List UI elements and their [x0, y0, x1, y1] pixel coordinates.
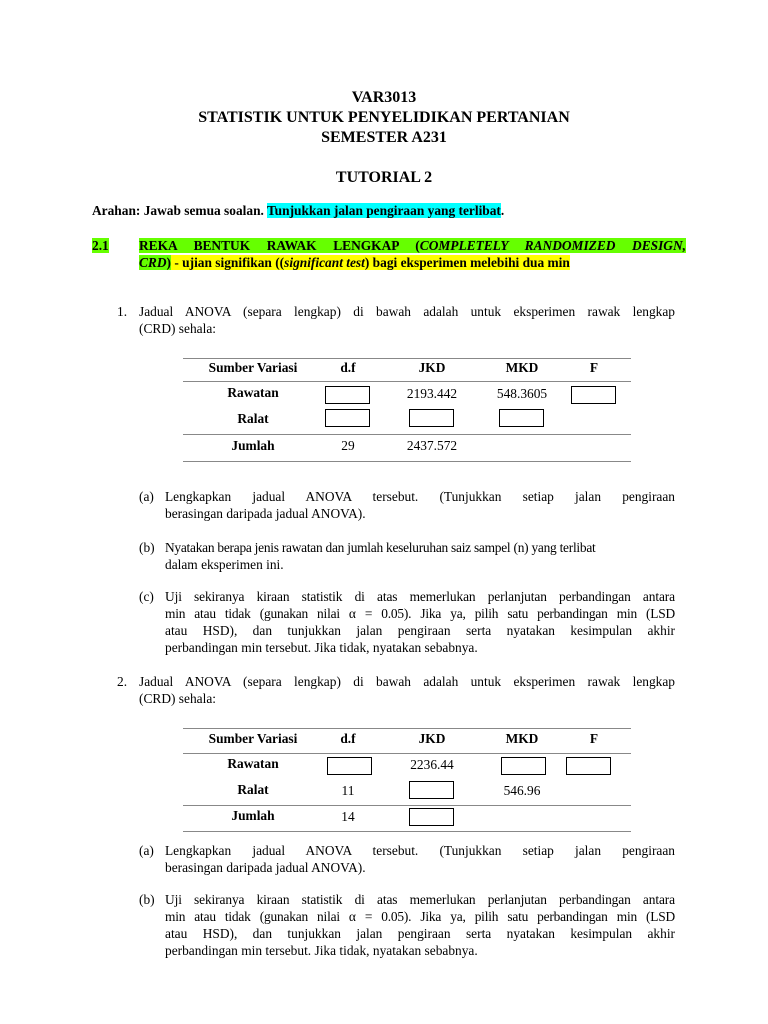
cell-mkd: 548.3605: [496, 386, 548, 401]
col-header-f: F: [589, 360, 599, 375]
table-rule: [183, 461, 631, 462]
col-header-jkd: JKD: [418, 360, 446, 375]
course-title: STATISTIK UNTUK PENYELIDIKAN PERTANIAN: [198, 109, 570, 126]
col-header-mkd: MKD: [505, 731, 539, 746]
col-header-df: d.f: [340, 360, 356, 375]
q1-number: 1.: [117, 304, 128, 319]
col-header-source: Sumber Variasi: [208, 360, 298, 375]
q1-b-text: Nyatakan berapa jenis rawatan dan jumlah keseluruhan saiz sampel (n) yang terlibat dalam eksperimen ini.: [165, 540, 596, 572]
col-header-source: Sumber Variasi: [208, 731, 298, 746]
q1-b-label: (b): [139, 540, 155, 555]
q2-text: Jadual ANOVA (separa lengkap) di bawah adalah untuk eksperimen rawak lengkap (CRD) sehala:: [139, 674, 675, 706]
q1-c-label: (c): [139, 589, 154, 604]
answer-box-jkd[interactable]: [409, 808, 454, 826]
q2-a-label: (a): [139, 843, 154, 858]
table-rule: [183, 434, 631, 435]
q2-b-label: (b): [139, 892, 155, 907]
instructions-highlight: Tunjukkan jalan pengiraan yang terlibat: [266, 203, 501, 218]
instructions: [92, 202, 504, 219]
q1-c-text: Uji sekiranya kiraan statistik di atas memerlukan perlanjutan perbandingan antara min atau tidak (gunakan nilai α = 0.05). Jika ya, pilih satu perbandingan min (LSD atau HSD), dan tunjukkan jalan pengiraan serta nyatakan kesimpulan akhir perbandingan min tersebut. Jika tidak, nyatakan sebabnya.: [165, 589, 675, 655]
col-header-mkd: MKD: [505, 360, 539, 375]
q1-text: Jadual ANOVA (separa lengkap) di bawah adalah untuk eksperimen rawak lengkap (CRD) sehala:: [139, 304, 675, 336]
q1-a-label: (a): [139, 489, 154, 504]
table-rule: [183, 831, 631, 832]
cell-df: 29: [341, 438, 355, 453]
cell-jkd: 2437.572: [406, 438, 458, 453]
instructions-lead: Arahan: Jawab semua soalan.: [92, 203, 264, 218]
answer-box-jkd[interactable]: [409, 409, 454, 427]
table-rule: [183, 381, 631, 382]
cell-df: 11: [341, 783, 355, 798]
table-rule: [183, 805, 631, 806]
section-title: REKA BENTUK RAWAK LENGKAP (COMPLETELY RANDOMIZED DESIGN, CRD) - ujian signifikan ((significant test) bagi eksperimen melebihi dua min: [139, 238, 686, 270]
col-header-jkd: JKD: [418, 731, 446, 746]
row-source-jumlah: Jumlah: [231, 808, 275, 823]
answer-box-f[interactable]: [566, 757, 611, 775]
cell-mkd: 546.96: [503, 783, 541, 798]
table-rule: [183, 728, 631, 729]
section-number: 2.1: [92, 238, 109, 253]
cell-jkd: 2193.442: [406, 386, 458, 401]
answer-box-df[interactable]: [325, 386, 370, 404]
answer-box-df[interactable]: [325, 409, 370, 427]
answer-box-f[interactable]: [571, 386, 616, 404]
row-source-rawatan: Rawatan: [227, 756, 279, 771]
answer-box-mkd[interactable]: [501, 757, 546, 775]
table-rule: [183, 753, 631, 754]
row-source-ralat: Ralat: [237, 782, 269, 797]
q1-a-text: Lengkapkan jadual ANOVA tersebut. (Tunjukkan setiap jalan pengiraan berasingan daripada jadual ANOVA).: [165, 489, 675, 521]
row-source-ralat: Ralat: [237, 411, 269, 426]
row-source-rawatan: Rawatan: [227, 385, 279, 400]
answer-box-df[interactable]: [327, 757, 372, 775]
q2-b-text: Uji sekiranya kiraan statistik di atas memerlukan perlanjutan perbandingan antara min atau tidak (gunakan nilai α = 0.05). Jika ya, pilih satu perbandingan min (LSD atau HSD), dan tunjukkan jalan pengiraan serta nyatakan kesimpulan akhir perbandingan min tersebut. Jika tidak, nyatakan sebabnya.: [165, 892, 675, 958]
instructions-end: .: [500, 203, 505, 218]
course-code: VAR3013: [351, 89, 417, 106]
col-header-df: d.f: [340, 731, 356, 746]
tutorial-title: TUTORIAL 2: [335, 169, 433, 186]
section-subtitle: - ujian signifikan ((significant test) bagi eksperimen melebihi dua min: [171, 255, 570, 270]
q2-number: 2.: [117, 674, 128, 689]
q2-a-text: Lengkapkan jadual ANOVA tersebut. (Tunjukkan setiap jalan pengiraan berasingan daripada jadual ANOVA).: [165, 843, 675, 875]
answer-box-jkd[interactable]: [409, 781, 454, 799]
col-header-f: F: [589, 731, 599, 746]
semester: SEMESTER A231: [321, 129, 447, 146]
cell-df: 14: [341, 809, 355, 824]
row-source-jumlah: Jumlah: [231, 438, 275, 453]
cell-jkd: 2236.44: [410, 757, 454, 772]
answer-box-mkd[interactable]: [499, 409, 544, 427]
